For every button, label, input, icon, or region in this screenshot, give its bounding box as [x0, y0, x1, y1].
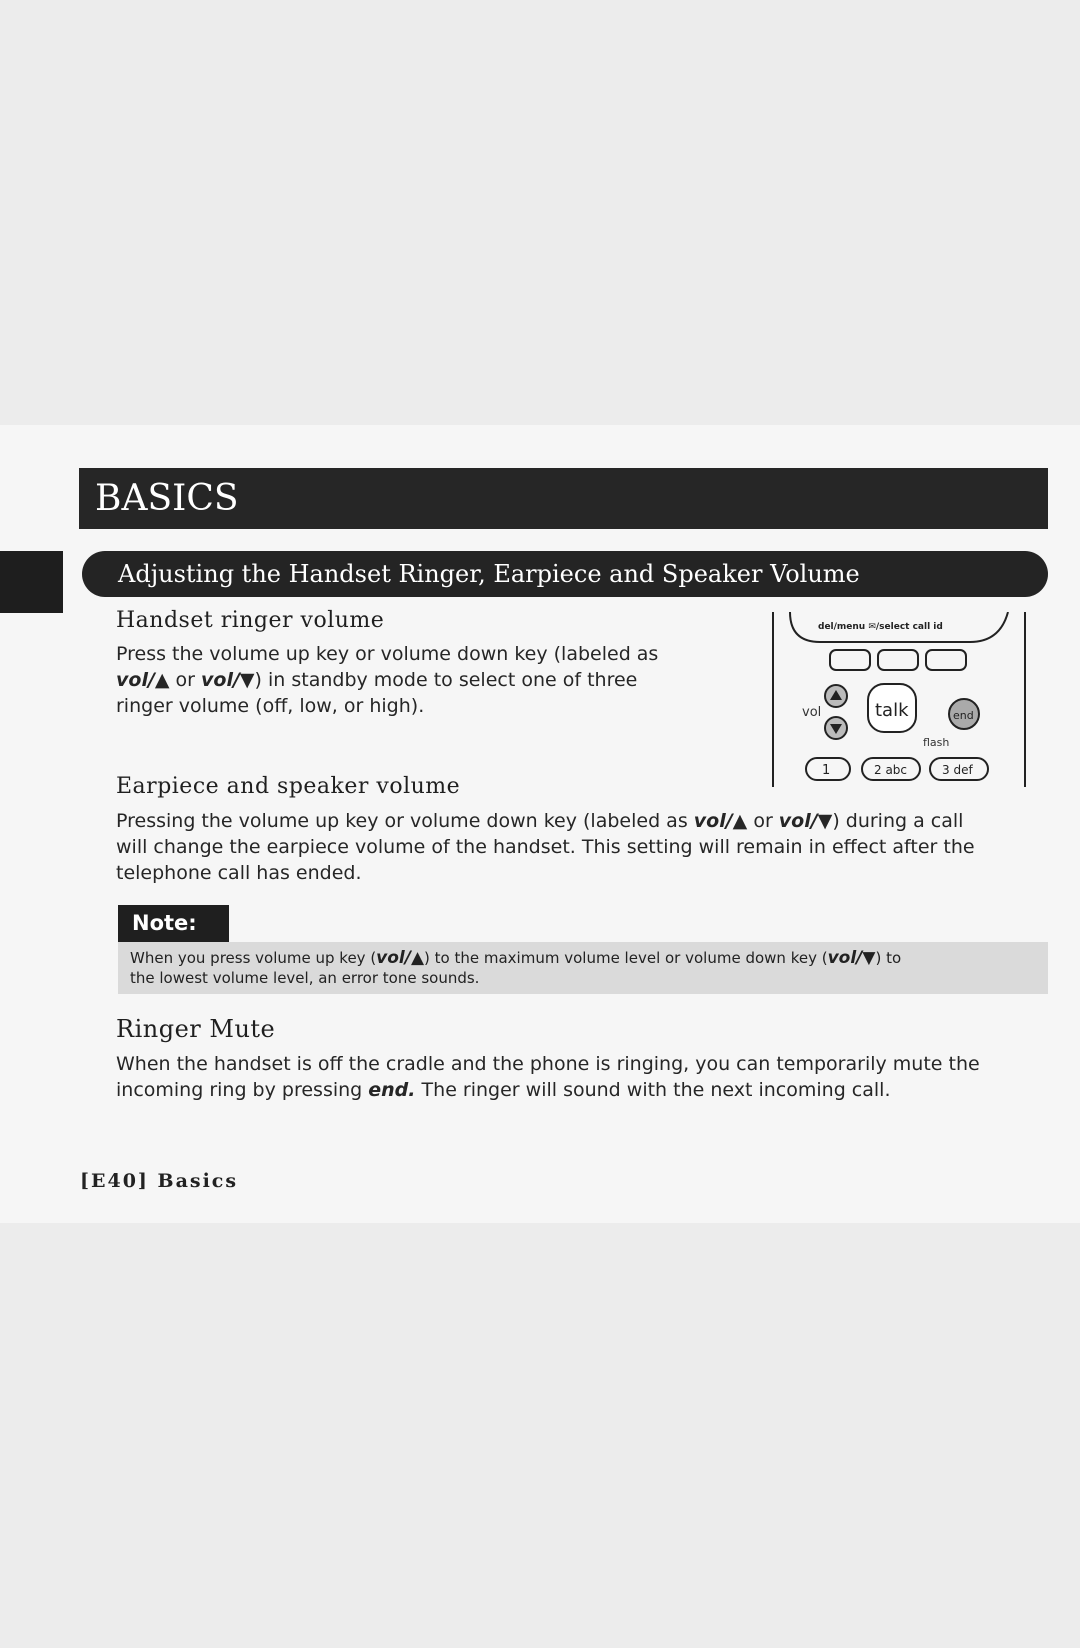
earpiece-line-1-start: Pressing the volume up key or volume down key (labeled as [116, 810, 694, 832]
handset-ringer-line-2 [116, 667, 637, 693]
subsection-banner [82, 551, 1048, 597]
section-title: BASICS [95, 478, 239, 519]
vol-down-key: vol/▼ [201, 669, 255, 691]
earpiece-line-1-end: ) during a call [832, 810, 964, 832]
note-line-1 [130, 948, 1036, 968]
vol-up-button [825, 685, 847, 707]
earpiece-line-3: telephone call has ended. [116, 862, 362, 884]
ringer-mute-line-2 [116, 1077, 890, 1103]
heading-handset-ringer: Handset ringer volume [116, 608, 385, 633]
end-key: end. [368, 1079, 416, 1101]
chapter-tab [0, 551, 63, 613]
note-label: Note: [118, 905, 229, 942]
page-footer: [E40] Basics [80, 1170, 239, 1192]
heading-ringer-mute: Ringer Mute [116, 1015, 276, 1043]
key-1: 1 [822, 763, 831, 778]
section-banner [79, 468, 1048, 529]
handset-keypad-illustration [770, 612, 1030, 792]
softkeys-label: del/menu ✉/select call id [818, 622, 943, 632]
earpiece-line-2: will change the earpiece volume of the handset. This setting will remain in effect after the [116, 836, 975, 858]
earpiece-line-1 [116, 808, 963, 834]
end-label: end [953, 709, 974, 722]
vol-down-button [825, 717, 847, 739]
ringer-mute-line-2-end: The ringer will sound with the next incoming call. [415, 1079, 891, 1101]
handset-ringer-line-2-rest: ) in standby mode to select one of three [254, 669, 638, 691]
key-3: 3 def [942, 763, 973, 777]
note-box [118, 942, 1048, 994]
ringer-mute-line-1: When the handset is off the cradle and the phone is ringing, you can temporarily mute the [116, 1053, 980, 1075]
flash-label: flash [923, 736, 950, 749]
vol-up-key: vol/▲ [693, 810, 748, 832]
vol-label: vol [802, 705, 822, 720]
vol-down-key: vol/▼ [778, 810, 833, 832]
or-text: or [169, 669, 202, 691]
vol-down-key: vol/▼ [827, 948, 876, 968]
note-line-1-mid: ) to the maximum volume level or volume down key ( [424, 949, 828, 967]
subsection-title: Adjusting the Handset Ringer, Earpiece and Speaker Volume [118, 560, 860, 588]
note-line-1-end: ) to [875, 949, 902, 967]
handset-ringer-line-3: ringer volume (off, low, or high). [116, 695, 425, 717]
note-line-2: the lowest volume level, an error tone sounds. [130, 969, 480, 987]
vol-up-key: vol/▲ [376, 948, 425, 968]
heading-earpiece: Earpiece and speaker volume [116, 774, 461, 799]
vol-up-key: vol/▲ [116, 669, 170, 691]
note-line-1-start: When you press volume up key ( [130, 949, 377, 967]
ringer-mute-line-2-start: incoming ring by pressing [116, 1079, 369, 1101]
talk-label: talk [875, 700, 909, 721]
handset-ringer-line-1: Press the volume up key or volume down key (labeled as [116, 643, 659, 665]
or-text: or [747, 810, 779, 832]
key-2: 2 abc [874, 763, 908, 777]
